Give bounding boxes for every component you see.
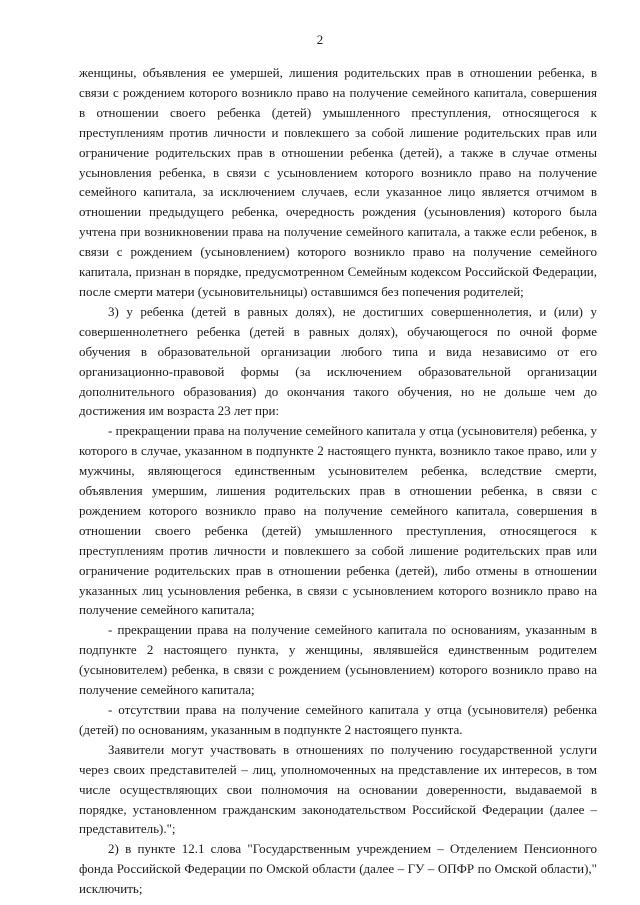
paragraph-continuation: женщины, объявления ее умершей, лишения родительских прав в отношении ребенка, в связи с рождением которого возникло право на получение семейного капитала, совершения в отношении своего ребенка (детей) умышленного преступления, относящегося к преступлениям против личности и повлекшего за собой лишение родительских прав или ограничение родительских прав в отношении ребенка (детей), а также в случае отмены усыновления ребенка, в связи с усыновлением которого возникло право на получение семейного капитала, за исключением случаев, если указанное лицо является отчимом в отношении предыдущего ребенка, очередность рождения (усыновления) которого была учтена при возникновении права на получение семейного капитала, а также если ребенок, в связи с рождением (усыновлением) которого возникло право на получение семейного капитала, признан в порядке, предусмотренном Семейным кодексом Российской Федерации, после смерти матери (усыновительницы) оставшимся без попечения родителей; [79, 65, 597, 299]
paragraph-bullet-father-rights: - прекращении права на получение семейного капитала у отца (усыновителя) ребенка, у которого в случае, указанном в подпункте 2 настоящего пункта, возникло такое право, или у мужчины, являющегося единственным усыновителем ребенка, вследствие смерти, объявления умершим, лишения родительских прав в отношении ребенка, в связи с рождением которого возникло право на получение семейного капитала, совершения в отношении своего ребенка (детей) умышленного преступления, относящегося к преступлениям против личности и повлекшего за собой лишение родительских прав или ограничение родительских прав в отношении ребенка (детей), либо отмены в отношении указанных лиц усыновления ребенка, в связи с усыновлением которого возникло право на получение семейного капитала; [79, 423, 597, 618]
paragraph-item-3: 3) у ребенка (детей в равных долях), не достигших совершеннолетия, и (или) у совершеннолетнего ребенка (детей в равных долях), обучающегося по очной форме обучения в образовательной организации любого типа и вида независимо от его организационно-правовой формы (за исключением образовательной организации дополнительного образования) до окончания такого обучения, но не дольше чем до достижения им возраста 23 лет при: [79, 303, 597, 419]
paragraph-representatives: Заявители могут участвовать в отношениях по получению государственной услуги через своих представителей – лиц, уполномоченных на представление их интересов, в том числе осуществляющих свои полномочия на основании доверенности, выдаваемой в порядке, установленном гражданским законодательством Российской Федерации (далее – представитель)."; [79, 741, 597, 837]
page-number: 2 [316, 32, 324, 47]
paragraph-bullet-single-mother: - прекращении права на получение семейного капитала по основаниям, указанным в подпункте 2 настоящего пункта, у женщины, являвшейся единственным родителем (усыновителем) ребенка, в связи с рождением (усыновлением) которого возникло право на получение семейного капитала; [79, 622, 597, 698]
document-body [79, 63, 597, 899]
paragraph-bullet-absence: - отсутствии права на получение семейного капитала у отца (усыновителя) ребенка (детей) по основаниям, указанным в подпункте 2 настоящего пункта. [79, 702, 597, 737]
paragraph-item-12-1: 2) в пункте 12.1 слова "Государственным учреждением – Отделением Пенсионного фонда Российской Федерации по Омской области (далее – ГУ – ОПФР по Омской области)," исключить; [79, 841, 597, 897]
